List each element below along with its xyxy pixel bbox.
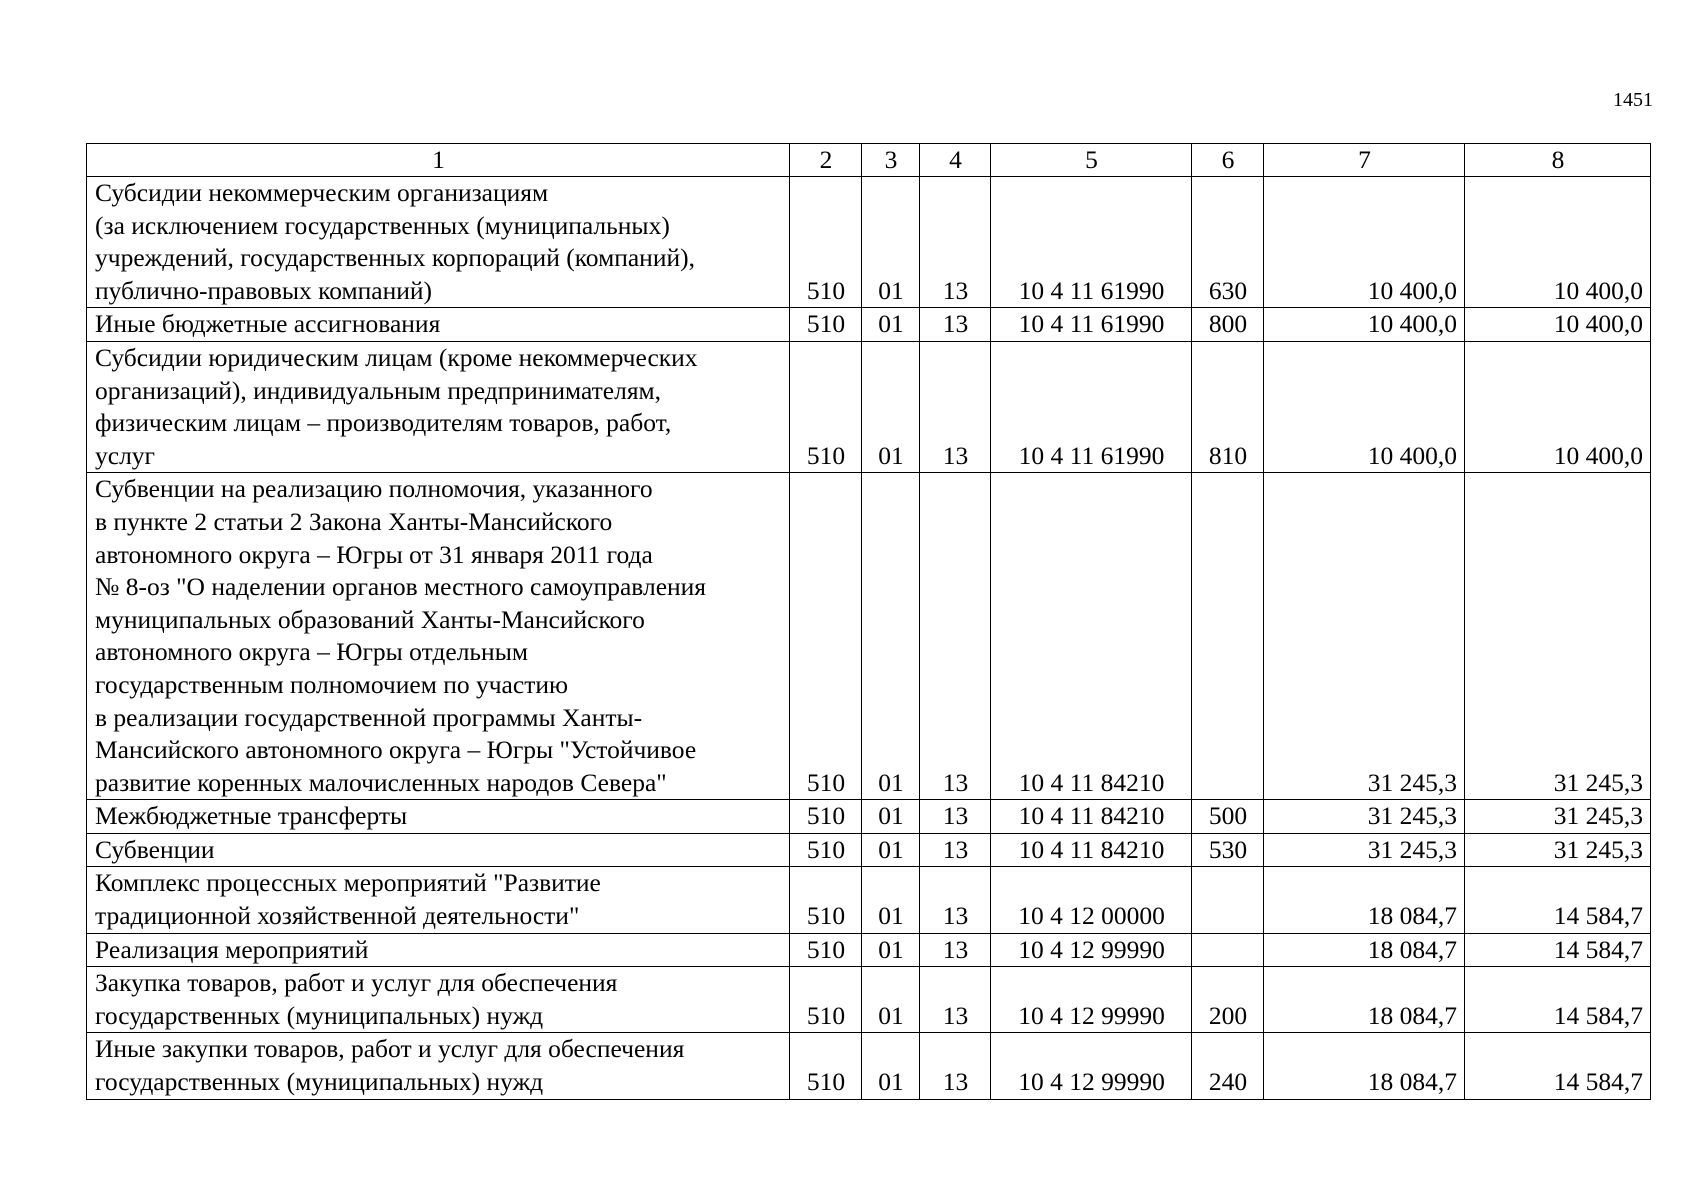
subsection-code-cell: 13 [920,833,991,867]
column-header-5: 5 [991,144,1192,177]
section-code-cell: 01 [862,308,920,342]
target-article-cell: 10 4 11 84210 [991,833,1192,867]
row-name-cell [87,933,790,967]
table-row [87,967,1651,1033]
row-name-cell [87,867,790,933]
expense-type-cell [1192,933,1264,967]
amount-cell-7: 31 245,3 [1264,473,1465,800]
amount-cell-7: 18 084,7 [1264,867,1465,933]
column-header-3: 3 [862,144,920,177]
chapter-code-cell: 510 [790,800,862,834]
row-name-line: Иные бюджетные ассигнования [95,309,441,339]
target-article-cell: 10 4 12 99990 [991,933,1192,967]
target-article-cell: 10 4 11 84210 [991,800,1192,834]
expense-type-cell: 240 [1192,1033,1264,1099]
chapter-code-cell: 510 [790,967,862,1033]
amount-cell-8: 14 584,7 [1465,867,1651,933]
chapter-code-cell: 510 [790,308,862,342]
amount-cell-7: 18 084,7 [1264,1033,1465,1099]
subsection-code-cell: 13 [920,177,991,308]
section-code-cell: 01 [862,177,920,308]
amount-cell-7: 10 400,0 [1264,341,1465,472]
column-header-1: 1 [87,144,790,177]
row-name-line: Субвенции [95,834,215,864]
target-article-cell: 10 4 11 61990 [991,177,1192,308]
amount-cell-7: 10 400,0 [1264,177,1465,308]
row-name-line: организаций), индивидуальным предпринимателям, [95,375,662,405]
chapter-code-cell: 510 [790,833,862,867]
header-row [87,144,1651,177]
expense-type-cell: 500 [1192,800,1264,834]
row-name-line: Мансийского автономного округа – Югры "Устойчивое [95,735,697,765]
row-name-line: автономного округа – Югры от 31 января 2011 года [95,539,653,569]
table-row [87,308,1651,342]
chapter-code-cell: 510 [790,933,862,967]
chapter-code-cell: 510 [790,473,862,800]
target-article-cell: 10 4 11 84210 [991,473,1192,800]
row-name-line: развитие коренных малочисленных народов Севера" [95,767,667,797]
section-code-cell: 01 [862,833,920,867]
table-row [87,800,1651,834]
row-name-line: (за исключением государственных (муниципальных) [95,210,670,240]
subsection-code-cell: 13 [920,473,991,800]
row-name-cell [87,833,790,867]
subsection-code-cell: 13 [920,308,991,342]
row-name-line: автономного округа – Югры отдельным [95,637,528,667]
row-name-cell [87,1033,790,1099]
expense-type-cell [1192,473,1264,800]
expense-type-cell: 530 [1192,833,1264,867]
amount-cell-7: 31 245,3 [1264,800,1465,834]
row-name-line: Закупка товаров, работ и услуг для обеспечения [95,968,618,998]
row-name-line: Субсидии некоммерческим организациям [95,178,549,207]
section-code-cell: 01 [862,800,920,834]
row-name-cell [87,967,790,1033]
chapter-code-cell: 510 [790,1033,862,1099]
table-body [87,177,1651,1100]
amount-cell-8: 31 245,3 [1465,833,1651,867]
row-name-line: государственных (муниципальных) нужд [95,1000,544,1030]
page-number: 1451 [1613,89,1653,111]
column-header-7: 7 [1264,144,1465,177]
table-row [87,833,1651,867]
row-name-cell [87,473,790,800]
amount-cell-8: 14 584,7 [1465,933,1651,967]
row-name-line: государственным полномочием по участию [95,669,569,699]
expense-type-cell: 200 [1192,967,1264,1033]
row-name-line: муниципальных образований Ханты-Мансийского [95,604,645,634]
subsection-code-cell: 13 [920,867,991,933]
amount-cell-8: 10 400,0 [1465,308,1651,342]
row-name-line: учреждений, государственных корпораций (компаний), [95,243,695,273]
expense-type-cell [1192,867,1264,933]
amount-cell-8: 10 400,0 [1465,341,1651,472]
row-name-cell [87,341,790,472]
chapter-code-cell: 510 [790,341,862,472]
table-row [87,177,1651,308]
amount-cell-7: 18 084,7 [1264,933,1465,967]
row-name-cell [87,308,790,342]
table-row [87,1033,1651,1099]
target-article-cell: 10 4 11 61990 [991,341,1192,472]
row-name-line: публично-правовых компаний) [95,275,433,305]
table-row [87,473,1651,800]
row-name-line: традиционной хозяйственной деятельности" [95,901,580,931]
section-code-cell: 01 [862,933,920,967]
subsection-code-cell: 13 [920,341,991,472]
row-name-line: услуг [95,440,156,470]
row-name-cell [87,177,790,308]
expense-type-cell: 800 [1192,308,1264,342]
column-header-2: 2 [790,144,862,177]
amount-cell-8: 31 245,3 [1465,473,1651,800]
section-code-cell: 01 [862,867,920,933]
row-name-line: в пункте 2 статьи 2 Закона Ханты-Мансийского [95,506,613,536]
row-name-line: № 8-оз "О наделении органов местного самоуправления [95,572,707,602]
row-name-line: Субвенции на реализацию полномочия, указанного [95,474,653,504]
amount-cell-8: 14 584,7 [1465,967,1651,1033]
amount-cell-8: 31 245,3 [1465,800,1651,834]
amount-cell-8: 14 584,7 [1465,1033,1651,1099]
expense-type-cell: 630 [1192,177,1264,308]
row-name-line: государственных (муниципальных) нужд [95,1067,544,1097]
column-header-6: 6 [1192,144,1264,177]
row-name-line: Субсидии юридическим лицам (кроме некоммерческих [95,342,698,372]
table-row [87,341,1651,472]
row-name-line: Межбюджетные трансферты [95,801,408,831]
amount-cell-7: 31 245,3 [1264,833,1465,867]
subsection-code-cell: 13 [920,1033,991,1099]
section-code-cell: 01 [862,473,920,800]
amount-cell-8: 10 400,0 [1465,177,1651,308]
target-article-cell: 10 4 11 61990 [991,308,1192,342]
budget-table [86,143,1651,1100]
subsection-code-cell: 13 [920,933,991,967]
subsection-code-cell: 13 [920,800,991,834]
table-row [87,867,1651,933]
amount-cell-7: 18 084,7 [1264,967,1465,1033]
chapter-code-cell: 510 [790,177,862,308]
subsection-code-cell: 13 [920,967,991,1033]
column-header-4: 4 [920,144,991,177]
section-code-cell: 01 [862,341,920,472]
target-article-cell: 10 4 12 00000 [991,867,1192,933]
expense-type-cell: 810 [1192,341,1264,472]
row-name-line: Иные закупки товаров, работ и услуг для обеспечения [95,1034,685,1064]
row-name-cell [87,800,790,834]
target-article-cell: 10 4 12 99990 [991,1033,1192,1099]
section-code-cell: 01 [862,967,920,1033]
chapter-code-cell: 510 [790,867,862,933]
row-name-line: физическим лицам – производителям товаров, работ, [95,408,672,438]
row-name-line: в реализации государственной программы Ханты- [95,702,643,732]
target-article-cell: 10 4 12 99990 [991,967,1192,1033]
row-name-line: Реализация мероприятий [95,934,369,964]
amount-cell-7: 10 400,0 [1264,308,1465,342]
table-row [87,933,1651,967]
column-header-8: 8 [1465,144,1651,177]
section-code-cell: 01 [862,1033,920,1099]
row-name-line: Комплекс процессных мероприятий "Развитие [95,868,601,898]
